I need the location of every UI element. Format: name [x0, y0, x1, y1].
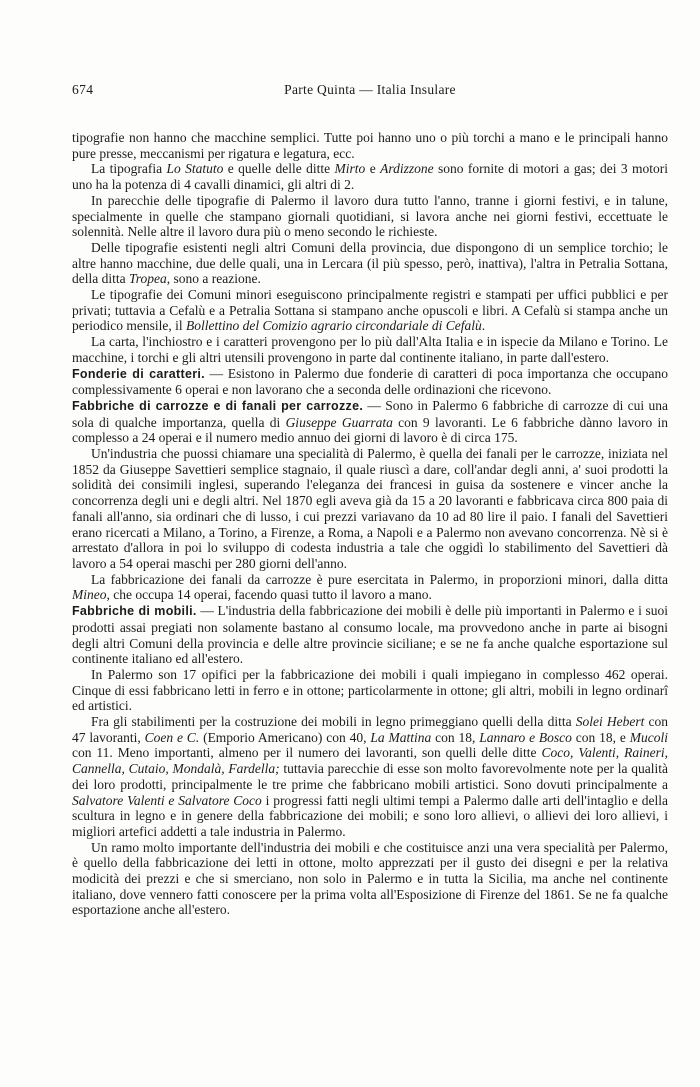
paragraph: In parecchie delle tipografie di Palermo il lavoro dura tutto l'anno, tranne i giorni festivi, e in talune, specialmente in quelle che stampano giornali quotidiani, si lavora anche nei giorni festivi, eccettuate le solennità. Nelle altre il lavoro dura più o meno secondo le richieste. — [72, 192, 668, 240]
italic-text: Coen e C. — [144, 729, 200, 745]
text-run: con 47 lavoranti, — [72, 714, 668, 745]
italic-text: Tropea — [128, 271, 167, 287]
text-run: sono fornite di motori a gas; dei 3 motori uno ha la potenza di 4 cavalli dinamici, gli altri di 2. — [72, 161, 669, 193]
paragraph — [72, 240, 668, 287]
paragraph: tipografie non hanno che macchine semplici. Tutte poi hanno uno o più torchi a mano e le principali hanno pure presse, meccanismi per rigatura e legatura, ecc. — [72, 130, 668, 161]
text-run: La tipografia — [91, 161, 167, 177]
section-paragraph — [72, 603, 668, 667]
paragraph: Un'industria che puossi chiamare una specialità di Palermo, è quella dei fanali per le carrozze, iniziata nel 1852 da Giuseppe Savettieri semplice stagnaio, il quale riuscì a dare, coll'andar degli anni, a' suoi prodotti la solidità dei consimili inglesi, superando l'eleganza dei francesi in guisa da sostenere e vincer anche la concorrenza degli uni e degli altri. Nel 1870 egli aveva già da 15 a 20 lavoranti e fabbricava circa 800 paia di fanali all'anno, sia ordinari che di lusso, i cui prezzi variavano da 10 ad 80 lire il paio. I fanali del Savettieri erano ricercati a Milano, a Torino, a Firenze, a Roma, a Napoli e a Palermo non avevano concorrenza. Nè si è arrestato d'allora in poi lo sviluppo di codesta industria a tale che oggidì lo stabilimento del Savettieri dà lavoro a 54 operai maschi per 280 giorni dell'anno. — [72, 446, 668, 571]
header-title: Parte Quinta — Italia Insulare — [284, 82, 456, 97]
text-run: e quelle delle ditte — [223, 161, 335, 177]
text-run: , sono a reazione. — [166, 271, 261, 287]
italic-text: Mineo — [72, 587, 107, 603]
italic-text: Bollettino del Comizio agrario circondariale di Cefalù — [185, 318, 482, 334]
section-heading: Fabbriche di carrozze e di fanali per carrozze. — [72, 398, 364, 413]
italic-text: Giuseppe Guarrata — [285, 414, 393, 430]
paragraph: Un ramo molto importante dell'industria dei mobili e che costituisce anzi una vera specialità per Palermo, è quello della fabbricazione dei letti in ottone, molto apprezzati per il gusto dei disegni e per la relativa modicità dei prezzi e che si smerciano, non solo in Palermo e in tutta la Sicilia, ma anche nel continente italiano, dove vennero fatti conoscere per la prima volta all'Esposizione di Firenze del 1861. Se ne fa qualche esportazione anche all'estero. — [72, 839, 668, 918]
section-heading: Fabbriche di mobili. — [72, 604, 197, 619]
italic-text: Mirto — [334, 161, 366, 177]
italic-text: Lannaro e Bosco — [479, 729, 572, 745]
paragraph: In Palermo son 17 opifici per la fabbricazione dei mobili i quali impiegano in complesso 462 operai. Cinque di essi fabbricano letti in ferro e in ottone; particolarmente in ottone; gli altri, mobili in legno ordinarî ed artistici. — [72, 666, 668, 714]
section-heading: Fonderie di caratteri. — [72, 366, 205, 381]
text-run: — L'industria della fabbricazione dei mobili è delle più importanti in Palermo e i suoi prodotti assai pregiati non solamente bastano al consumo locale, ma provvedono anche in parte ai bisogni degli altri Comuni della provincia e delle altre provincie siciliane; e se ne fa anche qualche esportazione sul continente italiano ed all'estero. — [72, 603, 668, 667]
text-run: i progressi fatti negli ultimi tempi a Palermo dalle arti dell'intaglio e della scultura in legno e in genere della fabbricazione dei mobili; e sono loro allievi, o allievi dei loro allievi, i migliori artefici addetti a tale industria in Palermo. — [72, 792, 668, 839]
text-run: con 18, — [431, 729, 480, 745]
text-run: con 11. Meno importanti, almeno per il numero dei lavoranti, son quelli delle ditte — [72, 745, 542, 761]
text-run: Fra gli stabilimenti per la costruzione dei mobili in legno primeggiano quelli della ditta — [91, 714, 576, 730]
text-run: tuttavia parecchie di esse son molto favorevolmente note per la qualità dei loro prodotti, principalmente le tre prime che fabbricano mobili artistici. Sono dovuti principalmente a — [72, 761, 668, 792]
text-run: e — [365, 161, 381, 177]
section-paragraph — [72, 366, 668, 398]
paragraph — [72, 572, 668, 603]
paragraph — [72, 714, 668, 840]
text-run: — Esistono in Palermo due fonderie di caratteri di poca importanza che occupano complessivamente 6 operai e non lavorano che a seconda delle ordinazioni che ricevono. — [72, 365, 668, 398]
italic-text: Solei Hebert — [575, 714, 645, 730]
paragraph: La carta, l'inchiostro e i caratteri provengono per lo più dall'Alta Italia e in ispecie da Milano e Torino. Le macchine, i torchi e gli altri utensili provengono in parte dal continente italiano, in parte dall'estero. — [72, 334, 668, 365]
italic-text: Salvatore Valenti e Salvatore Coco — [72, 792, 262, 808]
section-paragraph — [72, 398, 668, 446]
italic-text: Mucoli — [629, 729, 669, 745]
text-run: con 18, e — [571, 729, 630, 745]
page-number: 674 — [72, 82, 94, 97]
italic-text: La Mattina — [370, 729, 432, 745]
text-run: Le tipografie dei Comuni minori eseguiscono principalmente registri e stampati per uffici pubblici e per privati; tuttavia a Cefalù e a Petralia Sottana si stampano anche opuscoli e libri. A Cefalù si stampa anche un periodico mensile, il — [72, 287, 668, 334]
running-header — [72, 80, 668, 100]
italic-text: Ardizzone — [380, 161, 434, 177]
paragraph — [72, 287, 668, 334]
text-run: con 9 lavoranti. Le 6 fabbriche dànno lavoro in complesso a 24 operai e il numero medio annuo dei giorni di lavoro è di circa 175. — [72, 414, 669, 446]
text-run: , che occupa 14 operai, facendo quasi tutto il lavoro a mano. — [106, 587, 432, 603]
italic-text: Coco, Valenti, Raineri, Cannella, Cutaio, Mondalà, Fardella; — [72, 745, 668, 777]
text-run: La fabbricazione dei fanali da carrozze è pure esercitata in Palermo, in proporzioni minori, dalla ditta — [91, 571, 668, 587]
text-run: Delle tipografie esistenti negli altri Comuni della provincia, due dispongono di un semplice torchio; le altre hanno macchine, due delle quali, una in Lercara (il più spesso, però, inattiva), l'altra in Petralia Sottana, della ditta — [72, 239, 668, 287]
text-run: . — [481, 318, 486, 334]
text-run: — Sono in Palermo 6 fabbriche di carrozze di cui una sola di qualche importanza, quella di — [72, 397, 668, 430]
paragraph — [72, 161, 668, 192]
italic-text: Lo Statuto — [166, 161, 224, 177]
body-text — [72, 130, 668, 918]
text-run: (Emporio Americano) con 40, — [199, 729, 371, 745]
